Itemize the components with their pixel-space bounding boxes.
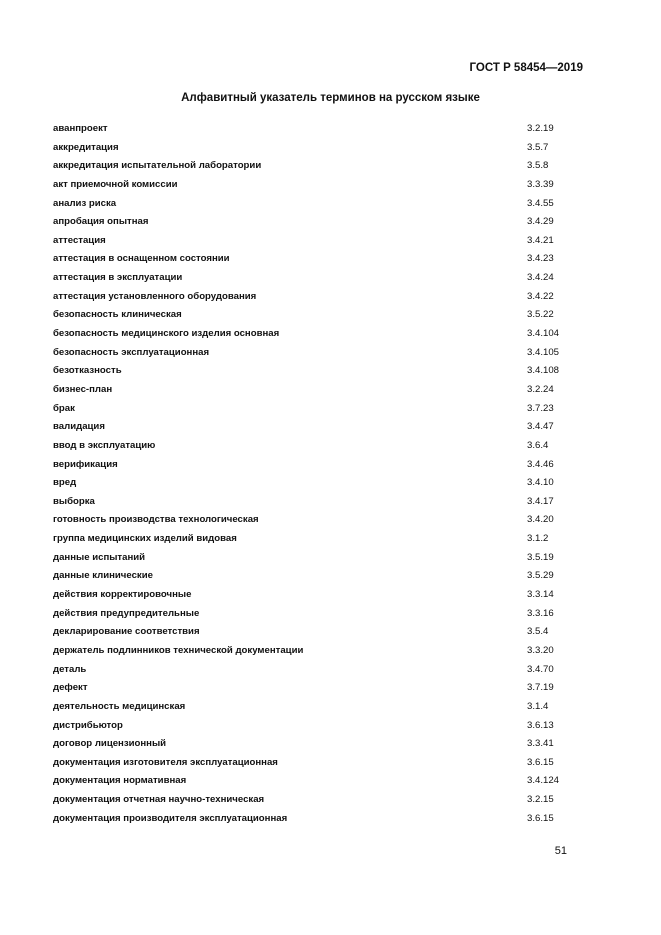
index-reference: 3.4.46: [527, 458, 554, 470]
index-term: деятельность медицинская: [53, 700, 186, 712]
index-entry: [53, 215, 573, 234]
index-entry: [53, 122, 573, 141]
index-term: аккредитация: [53, 141, 119, 153]
index-term: безопасность клиническая: [53, 309, 182, 321]
index-entry: [53, 588, 573, 607]
index-term: акт приемочной комиссии: [53, 178, 178, 190]
index-entry: [53, 737, 573, 756]
index-entry: [53, 308, 573, 327]
index-term: деталь: [53, 663, 87, 675]
index-reference: 3.3.14: [527, 589, 554, 601]
index-reference: 3.5.19: [527, 551, 554, 563]
index-term: верификация: [53, 458, 118, 470]
index-reference: 3.2.19: [527, 123, 554, 134]
index-term: документация изготовителя эксплуатационная: [53, 756, 278, 768]
index-entry: [53, 607, 573, 626]
index-reference: 3.4.70: [527, 663, 554, 675]
index-entry: [53, 234, 573, 253]
index-term: действия корректировочные: [53, 589, 192, 601]
index-term: ввод в эксплуатацию: [53, 439, 156, 451]
index-entry: [53, 327, 573, 346]
index-reference: 3.7.19: [527, 682, 554, 694]
index-reference: 3.5.4: [527, 626, 549, 638]
index-entry: [53, 402, 573, 421]
index-term: декларирование соответствия: [53, 626, 200, 638]
index-entry: [53, 700, 573, 719]
index-term: безопасность медицинского изделия основная: [53, 328, 280, 340]
index-entry: [53, 141, 573, 160]
index-reference: 3.4.47: [527, 421, 554, 433]
index-reference: 3.6.15: [527, 812, 554, 824]
index-reference: 3.4.21: [527, 234, 554, 246]
index-term: аттестация в оснащенном состоянии: [53, 253, 230, 265]
index-term: аттестация установленного оборудования: [53, 290, 257, 302]
index-entry: [53, 513, 573, 532]
index-entry: [53, 420, 573, 439]
index-reference: 3.3.16: [527, 607, 554, 619]
term-index-list: [53, 122, 573, 830]
index-entry: [53, 290, 573, 309]
index-term: безотказность: [53, 365, 122, 377]
index-term: выборка: [53, 495, 95, 507]
index-term: безопасность эксплуатационная: [53, 346, 210, 358]
index-reference: 3.5.8: [527, 160, 549, 172]
index-reference: 3.4.105: [527, 346, 560, 358]
index-entry: [53, 644, 573, 663]
index-term: готовность производства технологическая: [53, 514, 259, 526]
index-entry: [53, 681, 573, 700]
index-reference: 3.4.20: [527, 514, 554, 526]
index-reference: 3.4.17: [527, 495, 554, 507]
index-term: аккредитация испытательной лаборатории: [53, 160, 262, 172]
index-entry: [53, 719, 573, 738]
index-reference: 3.6.13: [527, 719, 554, 731]
index-entry: [53, 364, 573, 383]
index-term: договор лицензионный: [53, 738, 167, 750]
index-entry: [53, 252, 573, 271]
index-reference: 3.3.39: [527, 178, 554, 190]
index-reference: 3.4.23: [527, 253, 554, 265]
index-term: данные клинические: [53, 570, 153, 582]
index-entry: [53, 812, 573, 831]
index-reference: 3.5.7: [527, 141, 549, 153]
index-reference: 3.4.22: [527, 290, 554, 302]
index-entry: [53, 551, 573, 570]
index-term: действия предупредительные: [53, 607, 200, 619]
index-term: держатель подлинников технической документации: [53, 644, 304, 656]
index-entry: [53, 458, 573, 477]
index-reference: 3.6.15: [527, 756, 554, 768]
index-term: валидация: [53, 421, 105, 433]
index-reference: 3.3.41: [527, 738, 554, 750]
standard-code: ГОСТ Р 58454—2019: [469, 62, 583, 74]
index-reference: 3.2.24: [527, 383, 554, 395]
index-entry: [53, 383, 573, 402]
index-term: аттестация в эксплуатации: [53, 272, 183, 284]
index-reference: 3.1.4: [527, 700, 549, 712]
index-entry: [53, 625, 573, 644]
index-reference: 3.5.22: [527, 309, 554, 321]
index-term: данные испытаний: [53, 551, 146, 563]
index-entry: [53, 495, 573, 514]
index-term: апробация опытная: [53, 216, 149, 228]
index-reference: 3.3.20: [527, 644, 554, 656]
index-entry: [53, 532, 573, 551]
index-reference: 3.5.29: [527, 570, 554, 582]
index-reference: 3.4.124: [527, 775, 560, 787]
index-reference: 3.4.104: [527, 328, 560, 340]
index-reference: 3.6.4: [527, 439, 549, 451]
index-term: документация нормативная: [53, 775, 187, 787]
index-term: документация отчетная научно-техническая: [53, 794, 265, 806]
index-term: дистрибьютор: [53, 719, 123, 731]
index-term: вред: [53, 477, 77, 489]
index-reference: 3.2.15: [527, 794, 554, 806]
index-reference: 3.4.108: [527, 365, 560, 377]
index-term: аванпроект: [53, 123, 108, 134]
index-reference: 3.4.55: [527, 197, 554, 209]
index-term: бизнес-план: [53, 383, 113, 395]
index-term: дефект: [53, 682, 88, 694]
page-number: 51: [554, 845, 567, 857]
index-entry: [53, 774, 573, 793]
index-term: анализ риска: [53, 197, 117, 209]
index-entry: [53, 793, 573, 812]
index-entry: [53, 346, 573, 365]
index-reference: 3.4.24: [527, 272, 554, 284]
index-entry: [53, 439, 573, 458]
index-term: группа медицинских изделий видовая: [53, 533, 237, 545]
index-term: брак: [53, 402, 75, 414]
index-entry: [53, 178, 573, 197]
index-term: аттестация: [53, 234, 106, 246]
index-entry: [53, 663, 573, 682]
index-term: документация производителя эксплуатационная: [53, 812, 288, 824]
index-entry: [53, 271, 573, 290]
index-entry: [53, 476, 573, 495]
index-title: Алфавитный указатель терминов на русском языке: [181, 92, 480, 104]
index-entry: [53, 159, 573, 178]
index-entry: [53, 756, 573, 775]
index-entry: [53, 569, 573, 588]
index-reference: 3.4.29: [527, 216, 554, 228]
index-reference: 3.4.10: [527, 477, 554, 489]
index-reference: 3.1.2: [527, 533, 549, 545]
index-entry: [53, 197, 573, 216]
index-reference: 3.7.23: [527, 402, 554, 414]
